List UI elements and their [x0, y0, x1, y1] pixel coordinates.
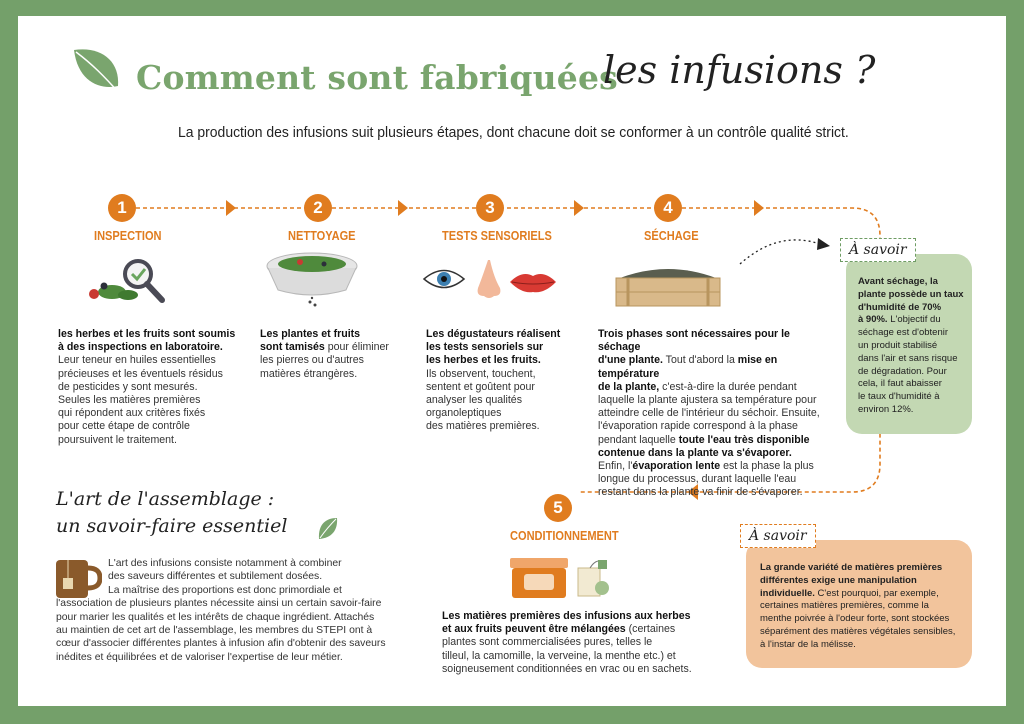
text-line: des matières premières. — [426, 420, 540, 433]
text-line: les tests sensoriels sur — [426, 341, 544, 354]
text-line: séchage est d'obtenir — [858, 327, 949, 339]
text-line: de dégradation. Pour — [858, 365, 947, 377]
text-line: Seules les matières premières — [58, 394, 201, 407]
step-1-number: 1 — [108, 194, 136, 222]
text-line: Leur teneur en huiles essentielles — [58, 354, 216, 367]
text-line: des saveurs différentes et subtilement dosées. — [108, 571, 323, 583]
lips-icon — [508, 270, 558, 294]
text-line: et aux fruits peuvent être mélangées (certaines — [442, 623, 676, 636]
text-line: plante possède un taux — [858, 288, 964, 300]
infographic-page — [18, 16, 1006, 706]
text-line: restant dans la plante va finir de s'évaporer. — [598, 486, 803, 499]
text-line: La grande variété de matières premières — [760, 562, 943, 573]
text-line: individuelle. C'est pourquoi, par exemple, — [760, 587, 939, 599]
text-line: L'art des infusions consiste notamment à combiner — [108, 558, 342, 569]
text-line: différentes exige une manipulation — [760, 574, 917, 586]
text-line: soigneusement conditionnées en vrac ou en sachets. — [442, 662, 692, 675]
drying-crate-icon — [612, 262, 724, 308]
step-3-title: TESTS SENSORIELS — [442, 228, 552, 243]
text-line: sont tamisés pour éliminer — [260, 341, 389, 354]
text-line: les herbes et les fruits. — [426, 354, 541, 367]
text-line: poursuivent le traitement. — [58, 433, 177, 446]
text-line: à des inspections en laboratoire. — [58, 341, 223, 354]
text-line: au maintien de cet art de l'assemblage, les membres du STEPI ont à — [56, 625, 373, 637]
text-line: certaines matières premières, comme la — [760, 600, 929, 612]
text-line: d'une plante. Tout d'abord la mise en température — [598, 354, 778, 380]
info-box-tag: À savoir — [840, 238, 916, 262]
info-box-drying-text — [858, 276, 966, 417]
text-line: le taux d'humidité à — [858, 391, 940, 403]
text-line: Enfin, l'évaporation lente est la phase la plus — [598, 460, 814, 473]
text-line: Ils observent, touchent, — [426, 367, 536, 380]
nose-icon — [474, 258, 504, 300]
text-line: pendant laquelle toute l'eau très disponible — [598, 433, 810, 446]
text-line: laquelle la plante ajustera sa température pour — [598, 394, 817, 407]
page-subtitle: La production des infusions suit plusieurs étapes, dont chacune doit se conformer à un contrôle qualité strict. — [178, 124, 849, 141]
text-line: sentent et goûtent pour — [426, 380, 535, 393]
text-line: qui répondent aux critères fixés — [58, 407, 206, 420]
text-line: à 90%. L'objectif du — [858, 314, 941, 326]
step-5-number: 5 — [544, 494, 572, 522]
text-line: Trois phases sont nécessaires pour le séchage — [598, 328, 790, 354]
text-line: atteindre celle de l'intérieur du séchoir. Ensuite, — [598, 407, 820, 420]
text-line: environ 12%. — [858, 403, 914, 415]
text-line: matières étrangères. — [260, 367, 358, 380]
text-line: menthe poivrée à l'odeur forte, sont stockées — [760, 613, 950, 625]
info-box-tag: À savoir — [740, 524, 816, 548]
text-line: de la plante, c'est-à-dire la durée pendant — [598, 380, 797, 393]
leaf-icon — [70, 46, 124, 96]
text-line: l'évaporation rapide correspond à la phase — [598, 420, 798, 433]
text-line: tilleul, la camomille, la verveine, la menthe etc.) et — [442, 649, 676, 662]
step-4-number: 4 — [654, 194, 682, 222]
text-line: longue du processus, durant laquelle l'eau — [598, 473, 797, 486]
text-line: cela, il faut abaisser — [858, 378, 942, 390]
step-2-title: NETTOYAGE — [288, 228, 356, 243]
step-3-number: 3 — [476, 194, 504, 222]
text-line: pour marier les qualités et les intérêts de chaque ingrédient. Attachés — [56, 611, 375, 623]
text-line: d'humidité de 70% — [858, 301, 942, 313]
text-line: cœur d'associer différentes plantes à infusion afin d'obtenir des saveurs — [56, 638, 386, 650]
text-line: précieuses et les éventuels résidus — [58, 367, 223, 380]
text-line: Les dégustateurs réalisent — [426, 328, 561, 340]
text-line: plantes sont commercialisées pures, telles le — [442, 636, 653, 649]
info-box-handling-text — [760, 562, 966, 652]
text-line: les herbes et les fruits sont soumis — [58, 328, 236, 340]
text-line: l'association de plusieurs plantes nécessite ainsi un certain savoir-faire — [56, 598, 382, 610]
page-title: Comment sont fabriquées — [136, 58, 618, 97]
text-line: pour cette étape de contrôle — [58, 420, 190, 433]
step-4-title: SÉCHAGE — [644, 228, 699, 243]
text-line: un produit stabilisé — [858, 339, 938, 351]
step-1-description — [58, 328, 248, 447]
text-line: de pesticides y sont mesurés. — [58, 380, 198, 393]
step-2-number: 2 — [304, 194, 332, 222]
text-line: organoleptiques — [426, 407, 502, 420]
step-2-description — [260, 328, 410, 381]
text-line: inédites et équilibrées et de valoriser l'expertise de leur métier. — [56, 651, 343, 663]
leaf-icon — [316, 516, 340, 542]
text-line: Avant séchage, la — [858, 276, 938, 287]
step-1-title: INSPECTION — [94, 228, 162, 243]
eye-icon — [422, 266, 466, 292]
text-line: à l'instar de la mélisse. — [760, 638, 856, 650]
art-section-text — [56, 557, 416, 664]
tea-bag-icon — [576, 556, 610, 600]
magnifier-icon — [82, 248, 172, 306]
food-container-icon — [508, 554, 572, 600]
text-line: Les matières premières des infusions aux herbes — [442, 610, 691, 622]
art-section-title: L'art de l'assemblage : un savoir-faire essentiel — [56, 488, 288, 537]
page-title-script: les infusions ? — [603, 48, 876, 92]
text-line: séparément des matières végétales sensibles, — [760, 625, 956, 637]
text-line: analyser les qualités — [426, 394, 522, 407]
step-5-description — [442, 610, 712, 676]
text-line: contenue dans la plante va s'évaporer. — [598, 446, 792, 459]
sieve-bowl-icon — [264, 248, 362, 308]
step-3-description — [426, 328, 576, 434]
step-5-title: CONDITIONNEMENT — [510, 528, 619, 543]
text-line: dans l'air et sans risque — [858, 352, 958, 364]
text-line: les pierres ou d'autres — [260, 354, 364, 367]
text-line: Les plantes et fruits — [260, 328, 361, 340]
step-4-description — [598, 328, 834, 500]
text-line: La maîtrise des proportions est donc primordiale et — [108, 584, 342, 596]
